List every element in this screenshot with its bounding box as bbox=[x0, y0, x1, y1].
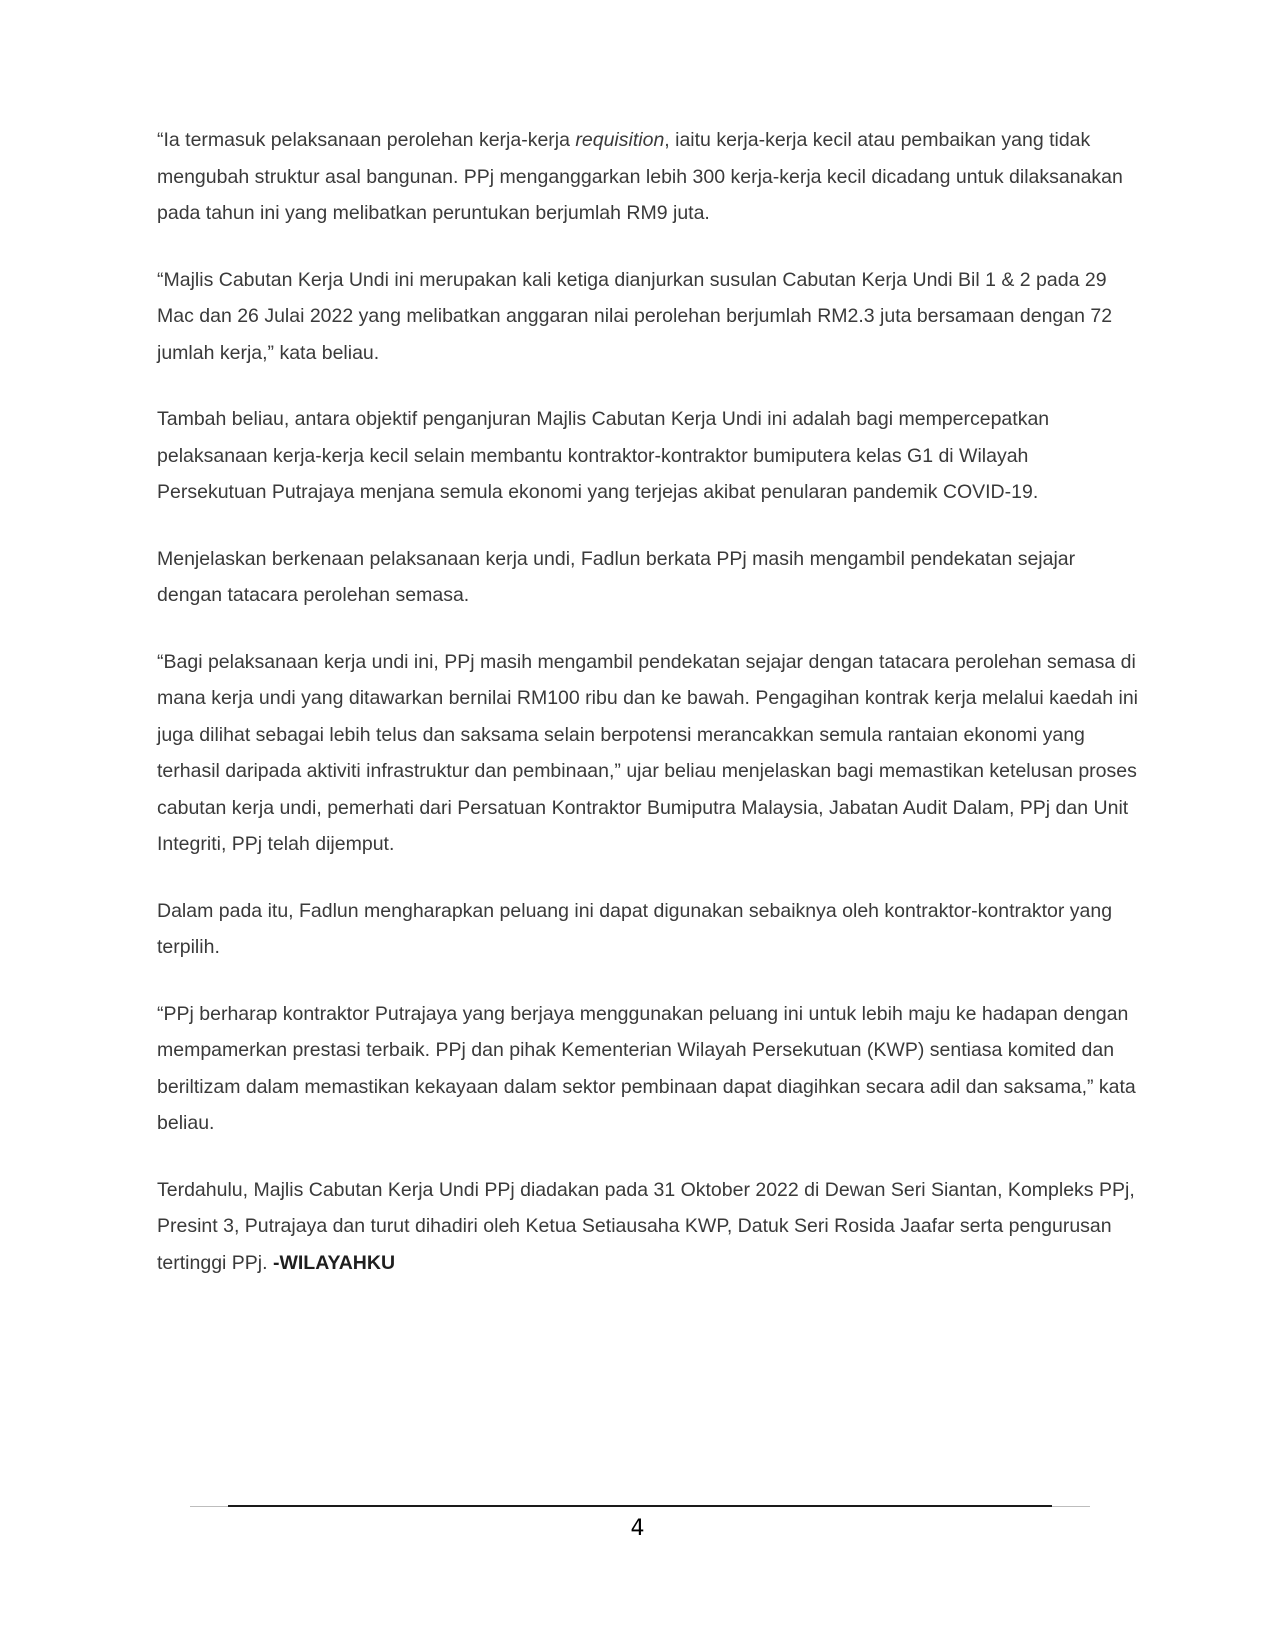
paragraph-3: Tambah beliau, antara objektif penganjuran Majlis Cabutan Kerja Undi ini adalah bagi mempercepatkan pelaksanaan kerja-kerja kecil selain membantu kontraktor-kontraktor bumiputera kelas G1 di Wilayah Persekutuan Putrajaya menjana semula ekonomi yang terjejas akibat penularan pandemik COVID-19. bbox=[157, 408, 1050, 503]
paragraph-8 bbox=[157, 1172, 1142, 1282]
paragraph-1-text: “Ia termasuk pelaksanaan perolehan kerja-kerja bbox=[157, 129, 576, 151]
paragraph-8-text: Terdahulu, Majlis Cabutan Kerja Undi PPj diadakan pada 31 Oktober 2022 di Dewan Seri Siantan, Kompleks PPj, Presint 3, Putrajaya dan turut dihadiri oleh Ketua Setiausaha KWP, Datuk Seri Rosida Jaafar serta pengurusan tertinggi PPj. bbox=[157, 1178, 1135, 1274]
paragraph-5: “Bagi pelaksanaan kerja undi ini, PPj masih mengambil pendekatan sejajar dengan tatacara perolehan semasa di mana kerja undi yang ditawarkan bernilai RM100 ribu dan ke bawah. Pengagihan kontrak kerja melalui kaedah ini juga dilihat sebagai lebih telus dan saksama selain berpotensi merancakkan semula rantaian ekonomi yang terhasil daripada aktiviti infrastruktur dan pembinaan,” ujar beliau menjelaskan bagi memastikan ketelusan proses cabutan kerja undi, pemerhati dari Persatuan Kontraktor Bumiputra Malaysia, Jabatan Audit Dalam, PPj dan Unit Integriti, PPj telah dijemput. bbox=[157, 650, 1139, 855]
paragraph-2: “Majlis Cabutan Kerja Undi ini merupakan kali ketiga dianjurkan susulan Cabutan Kerja Undi Bil 1 & 2 pada 29 Mac dan 26 Julai 2022 yang melibatkan anggaran nilai perolehan berjumlah RM2.3 juta bersamaan dengan 72 jumlah kerja,” kata beliau. bbox=[157, 268, 1113, 364]
footer-divider bbox=[228, 1505, 1052, 1507]
italic-term-requisition: requisition bbox=[575, 129, 665, 151]
paragraph-7: “PPj berharap kontraktor Putrajaya yang berjaya menggunakan peluang ini untuk lebih maju ke hadapan dengan mempamerkan prestasi terbaik. PPj dan pihak Kementerian Wilayah Persekutuan (KWP) sentiasa komited dan beriltizam dalam memastikan kekayaan dalam sektor pembinaan dapat diagihkan secara adil dan saksama,” kata beliau. bbox=[157, 1002, 1136, 1134]
paragraph-1-text-continued: , iaitu kerja-kerja kecil atau pembaikan yang tidak mengubah struktur asal bangunan. PPj menganggarkan lebih 300 kerja-kerja kecil dicadang untuk dilaksanakan pada tahun ini yang melibatkan peruntukan berjumlah RM9 juta. bbox=[157, 129, 1123, 224]
paragraph-4: Menjelaskan berkenaan pelaksanaan kerja undi, Fadlun berkata PPj masih mengambil pendekatan sejajar dengan tatacara perolehan semasa. bbox=[157, 547, 1076, 606]
paragraph-1 bbox=[157, 122, 1142, 232]
paragraph-6: Dalam pada itu, Fadlun mengharapkan peluang ini dapat digunakan sebaiknya oleh kontraktor-kontraktor yang terpilih. bbox=[157, 899, 1113, 958]
source-credit: -WILAYAHKU bbox=[272, 1251, 396, 1274]
article-body bbox=[157, 122, 1142, 1311]
page-number: 4 bbox=[630, 1516, 645, 1541]
